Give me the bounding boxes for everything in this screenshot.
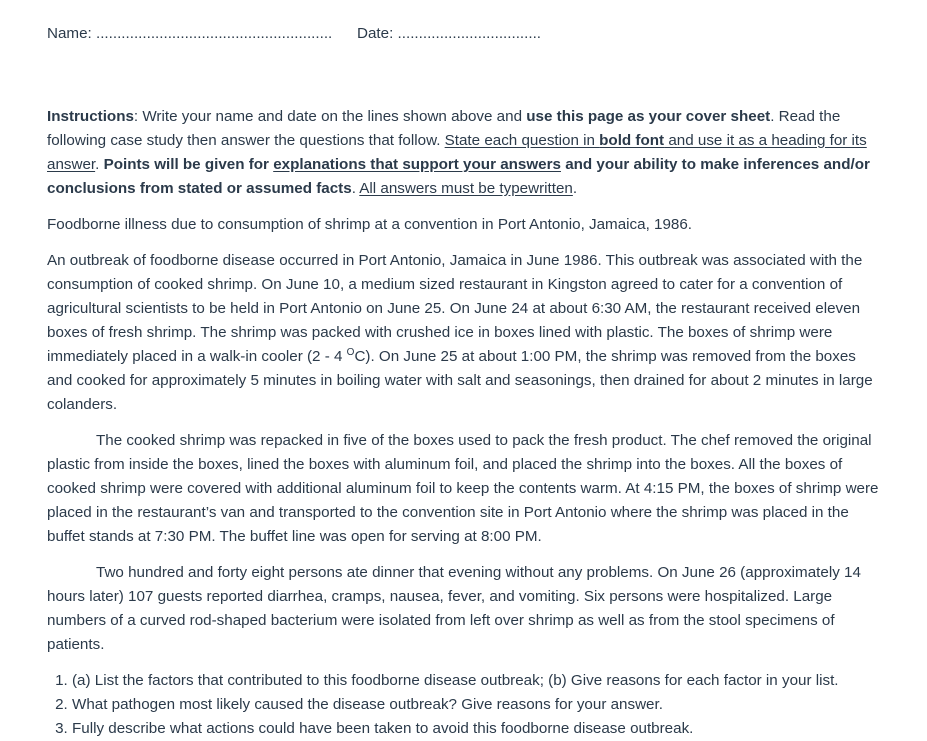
instructions-cover-sheet: use this page as your cover sheet — [526, 108, 771, 125]
case-paragraph-1b: C). On June 25 at about 1:00 PM, the shrimp was removed from the boxes and cooked for approximately 5 minutes in boiling water with salt and seasonings, then drained for about 2 minutes in large colanders. — [47, 348, 873, 413]
instructions-text-13: . — [572, 180, 578, 197]
name-line: ........................................................ — [95, 25, 333, 42]
document-page — [47, 22, 879, 741]
instructions-text-11: . — [351, 180, 360, 197]
instructions-text-10: and your ability to make inferences and/or conclusions from stated or assumed facts — [47, 156, 870, 197]
instructions-text-8: Points will be given for — [103, 156, 274, 173]
degree-symbol: O — [346, 347, 355, 358]
instructions-text-4: State each question in — [444, 132, 600, 149]
question-item: 3. Fully describe what actions could have been taken to avoid this foodborne disease outbreak. — [72, 717, 879, 741]
header-row — [47, 22, 879, 48]
case-title: Foodborne illness due to consumption of shrimp at a convention in Port Antonio, Jamaica, 1986. — [47, 216, 693, 233]
question-item: 1. (a) List the factors that contributed to this foodborne disease outbreak; (b) Give reasons for each factor in your list. — [72, 669, 879, 693]
question-list — [47, 669, 879, 741]
date-field[interactable] — [357, 22, 541, 46]
instructions-colon: : — [133, 108, 143, 125]
instructions-text-6: and use it as a heading for its answer — [47, 132, 867, 173]
instructions-text-3: . Read the following case study then answer the questions that follow. — [47, 108, 841, 149]
case-paragraph-2: The cooked shrimp was repacked in five of the boxes used to pack the fresh product. The chef removed the original plastic from inside the boxes, lined the boxes with aluminum foil, and placed the shrimp into the boxes. All the boxes of cooked shrimp were covered with additional aluminum foil to keep the contents warm. At 4:15 PM, the boxes of shrimp were placed in the restaurant’s van and transported to the convention site in Port Antonio where the shrimp was placed in the buffet stands at 7:30 PM. The buffet line was open for serving at 8:00 PM. — [47, 432, 879, 545]
instructions-explanations: explanations that support your answers — [273, 156, 561, 173]
name-field[interactable] — [47, 22, 357, 46]
case-paragraph-1 — [47, 249, 879, 417]
case-paragraph-1a: An outbreak of foodborne disease occurred in Port Antonio, Jamaica in June 1986. This outbreak was associated with the consumption of cooked shrimp. On June 10, a medium sized restaurant in Kingston agreed to cater for a convention of agricultural scientists to be held in Port Antonio on June 25. On June 24 at about 6:30 AM, the restaurant received eleven boxes of fresh shrimp. The shrimp was packed with crushed ice in boxes lined with plastic. The boxes of shrimp were immediately placed in a walk-in cooler (2 - 4 — [47, 252, 863, 365]
instructions-typewritten: All answers must be typewritten — [359, 180, 573, 197]
name-label: Name: — [47, 25, 92, 42]
date-label: Date: — [357, 25, 394, 42]
instructions-bold-font: bold font — [599, 132, 665, 149]
date-line: .................................. — [397, 25, 542, 42]
instructions-text-1: Write your name and date on the lines shown above and — [142, 108, 527, 125]
instructions-label: Instructions — [47, 108, 134, 125]
instructions-paragraph — [47, 105, 879, 201]
case-paragraph-3: Two hundred and forty eight persons ate dinner that evening without any problems. On June 26 (approximately 14 hours later) 107 guests reported diarrhea, cramps, nausea, fever, and vomiting. Six persons were hospitalized. Large numbers of a curved rod-shaped bacterium were isolated from left over shrimp as well as from the stool specimens of patients. — [47, 564, 861, 653]
question-item: 2. What pathogen most likely caused the disease outbreak? Give reasons for your answer. — [72, 693, 879, 717]
instructions-text-7: . — [95, 156, 104, 173]
